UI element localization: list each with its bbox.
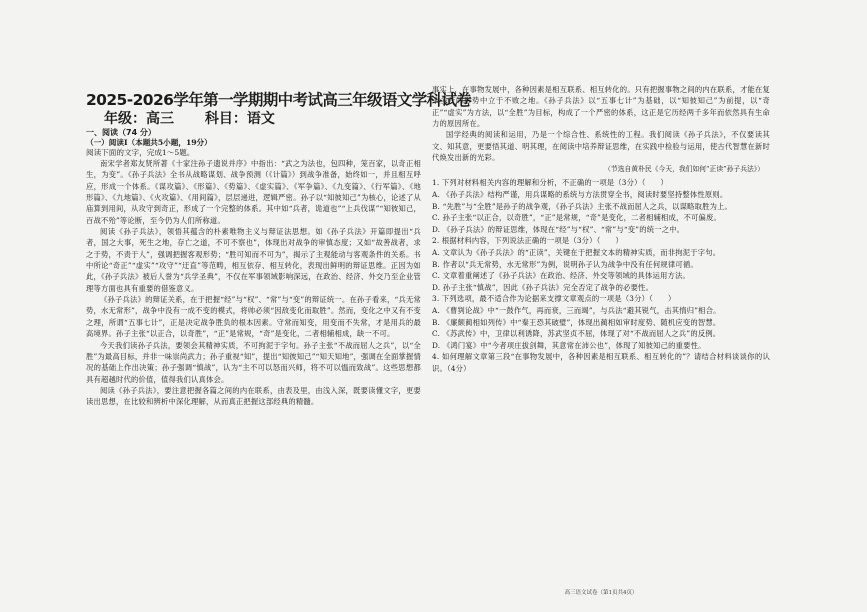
question-option: B. 作者以“兵无常势，水无常形”为例，说明孙子认为战争中没有任何规律可循。 [432,259,698,269]
question-option: D. 《孙子兵法》的辩证思维，体现在“经”与“权”、“常”与“变”的统一之中。 [432,224,685,234]
question-option: C. 文章着重阐述了《孙子兵法》在政治、经济、外交等领域的具体运用方法。 [432,271,690,281]
question-option: B. 《廉颇蔺相如列传》中“秦王恐其破璧”，体现出蔺相如审时度势、随机应变的智慧。 [432,317,721,327]
section-heading: 一、阅读（74 分） [86,128,156,137]
question-stem: 2. 根据材料内容，下列说法正确的一项是（3分）（ ） [432,236,623,246]
passage-paragraph: 《孙子兵法》的辩证关系，在于把握“经”与“权”、“常”与“变”的辩证统一。在孙子看来，“兵无常势，水无常形”，战争中没有一成不变的模式，将帅必须“因敌变化而取胜”。然而，变化之中又有不变之理，所谓“五事七计”，正是决定战争胜负的根本因素。守常而知变，用变而不失常，才是用兵的最高境界。孙子主张“以正合，以奇胜”，“正”是常规，“奇”是变化，二者相辅相成，缺一不可。 [86,295,421,339]
exam-title: 2025-2026学年第一学期期中考试高三年级语文学科试卷 [86,91,472,109]
reading-intro: 阅读下面的文字，完成1～5题。 [86,148,195,157]
grade-label: 年级：高三 [104,111,174,127]
question-stem: 3. 下列选项，最不适合作为论据来支撑文章观点的一项是（3分）（ ） [432,294,676,304]
passage-paragraph: 今天我们读孙子兵法，要领会其精神实质，不可拘泥于字句。孙子主张“不战而屈人之兵”，以“全胜”为最高目标，并非一味崇尚武力；孙子重视“知”，提出“知彼知己”“知天知地”，强调在全面掌握情况的基础上作出决策；孙子强调“慎战”，认为“主不可以怒而兴师，将不可以愠而致战”。这些思想都具有超越时代的价值，值得我们认真体会。 [86,340,421,384]
subject-label: 科目：语文 [204,111,275,127]
passage-paragraph: 阅读《孙子兵法》，要注意把握各篇之间的内在联系，由表及里，由浅入深，既要读懂文字，更要读出思想，在比较和辨析中深化理解，从而真正把握这部经典的精髓。 [86,385,421,407]
question-option: B. “先胜”与“全胜”是孙子的战争观，《孙子兵法》主张不战而屈人之兵，以谋略取胜为上。 [432,201,733,211]
passage-paragraph: 阅读《孙子兵法》，领悟其蕴含的朴素唯物主义与辩证法思想。如《孙子兵法》开篇即提出“兵者，国之大事，死生之地，存亡之道，不可不察也”，体现出对战争的审慎态度；又如“故善战者，求之于势，不责于人”，强调把握客观形势；“胜可知而不可为”，揭示了主观能动与客观条件的关系。书中所论“奇正”“虚实”“攻守”“迂直”等范畴，相互依存、相互转化，表现出鲜明的辩证思维。正因为如此，《孙子兵法》被后人誉为“兵学圣典”，不仅在军事领域影响深远，在政治、经济、外交乃至企业管理等方面也具有重要的借鉴意义。 [86,227,421,293]
question-stem: 1. 下列对材料相关内容的理解和分析，不正确的一项是（3分）（ ） [432,178,668,188]
reading-passage [86,128,421,408]
passage-source: （节选自黄朴民《今天，我们如何“正读”孙子兵法》） [604,165,764,174]
passage-continuation-and-questions [432,84,770,375]
question-option: D. 《鸿门宴》中“今者项庄拔剑舞，其意常在沛公也”，体现了知彼知己的重要性。 [432,340,706,350]
left-column [86,0,472,612]
passage-paragraph: 事实上，在事物发展中，各种因素是相互联系、相互转化的。只有把握事物之间的内在联系，才能在复杂多变的形势中立于不败之地。《孙子兵法》以“五事七计”为基础，以“知彼知己”为前提，以“奇正”“虚实”为方法，以“全胜”为目标，构成了一个严密的体系，这正是它历经两千多年而依然具有生命力的原因所在。 [432,85,770,129]
question-option: A. 《曹刿论战》中“一鼓作气，再而衰，三而竭”，与兵法“避其锐气，击其惰归”相合。 [432,305,721,315]
question-option: C. 孙子主张“以正合，以奇胜”，“正”是常规，“奇”是变化，二者相辅相成，不可偏废。 [432,213,722,223]
question-option: A. 《孙子兵法》结构严谨，用兵谋略的系统与方法贯穿全书，阅读时要坚持整体性原则。 [432,190,728,199]
passage-paragraph: 国学经典的阅读和运用，乃是一个综合性、系统性的工程。我们阅读《孙子兵法》，不仅要读其文、知其意，更要悟其道、明其理，在阅读中培养辩证思维，在实践中检验与运用，使古代智慧在新时代焕发出新的光彩。 [432,130,770,163]
question-option: A. 文章认为《孙子兵法》的“正读”，关键在于把握文本的精神实质，而非拘泥于字句。 [432,247,721,257]
passage-paragraph: 南宋学者郑友贤所著《十家注孙子遗说并序》中指出：“武之为法也，包四种，笼百家，以奇正相生，为变”。《孙子兵法》全书从战略谋划、战争预测（《计篇》）到战争准备，始终如一，并且相互呼应，形成一个体系。《谋攻篇》、《形篇》、《势篇》、《虚实篇》、《军争篇》、《九变篇》、《行军篇》、《地形篇》、《九地篇》、《火攻篇》、《用间篇》，层层递进，逻辑严密。孙子以“知彼知己”为核心，论述了从庙算到用间，从攻守到奇正，形成了一个完整的体系。其中如“兵者，诡道也”“上兵伐谋”“知彼知己，百战不殆”等论断，至今仍为人们所称道。 [86,159,421,225]
question-option: C. 《苏武传》中，卫律以利诱降，苏武坚贞不屈，体现了对“不战而屈人之兵”的反例。 [432,329,721,339]
exam-subtitle [104,108,404,128]
question-stem: 4. 如何理解文章第三段“在事物发展中，各种因素是相互联系、相互转化的”？请结合材料谈谈你的认识。（4分） [432,352,770,373]
sub-heading: （一）阅读Ⅰ（本题共5小题，19分） [86,138,212,147]
page-footer: 高三语文试卷（第1页共4页） [564,590,638,596]
right-column [432,0,770,612]
question-option: D. 孙子主张“慎战”，因此《孙子兵法》完全否定了战争的必要性。 [432,282,654,292]
